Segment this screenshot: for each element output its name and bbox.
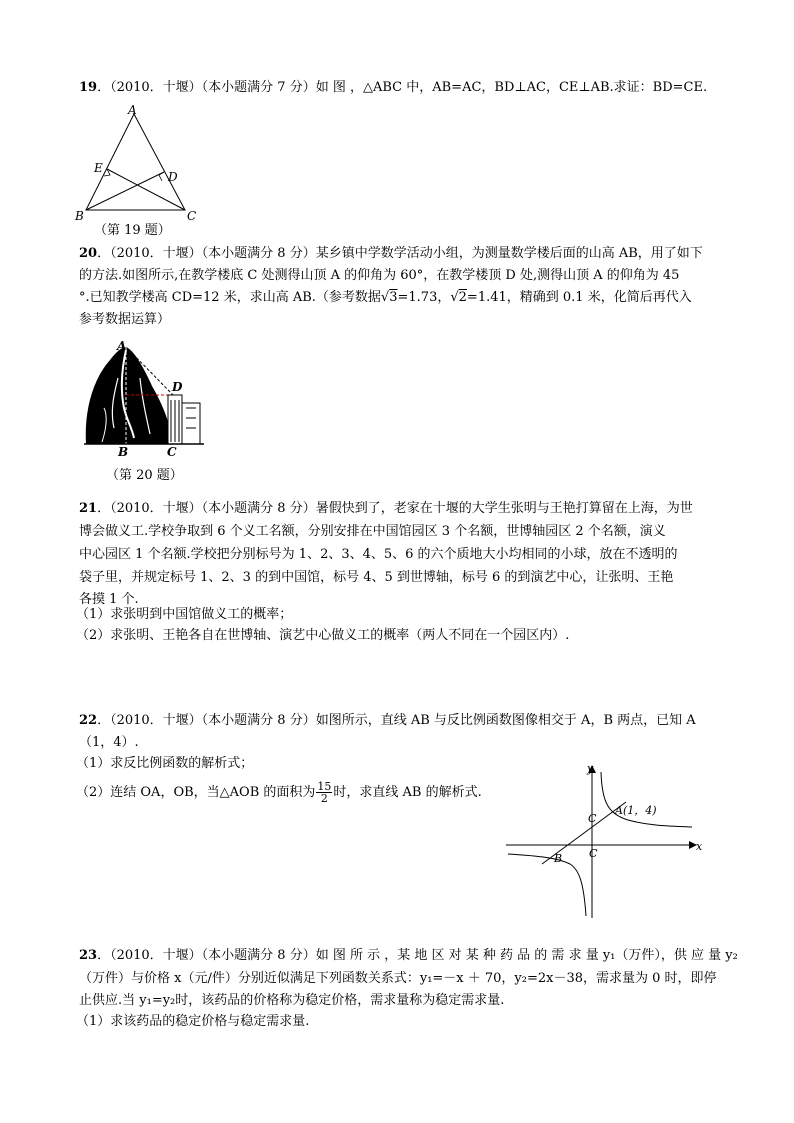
fraction-denominator: 2 — [320, 792, 328, 805]
q23-text-1: ．（2010．十堰）（本小题满分 8 分）如 图 所 示 ，某 地 区 对 某 种 药 品 的 需 求 量 y₁（万件），供 应 量 y₂ — [97, 948, 738, 963]
q23-line1 — [79, 946, 738, 966]
q19-label-d: D — [168, 170, 178, 184]
q20-label-b: B — [118, 445, 129, 459]
q21-text-1: ．（2010．十堰）（本小题满分 8 分）暑假快到了，老家在十堰的大学生张明与王艳打算留在上海，为世 — [97, 501, 693, 516]
q22-y-axis-label: y — [587, 762, 594, 775]
q23-number: 23 — [79, 948, 98, 963]
q22-number: 22 — [79, 713, 98, 728]
q20-text-3c: =1.41，精确到 0.1 米，化简后再代入 — [466, 290, 692, 305]
q22-point-b-label: B — [554, 852, 563, 865]
q22-x-axis-label: x — [696, 840, 703, 853]
q19-text: ．（2010．十堰）（本小题满分 7 分）如 图 ，△ABC 中，AB=AC，BD⊥AC，CE⊥AB.求证：BD=CE. — [97, 80, 708, 95]
q20-label-d: D — [172, 380, 183, 394]
q20-text-3b: =1.73， — [397, 290, 451, 305]
q20-line4: 参考数据运算） — [79, 312, 171, 327]
q22-point-c-label: C — [588, 812, 597, 825]
q22-point-a-label: A(1，4) — [615, 804, 657, 817]
q19-label-a: A — [128, 103, 137, 117]
q19-triangle-figure — [72, 102, 212, 224]
q19-stem — [79, 78, 707, 98]
q22-sub1: （1）求反比例函数的解析式； — [76, 756, 254, 771]
sqrt-symbol: √ — [380, 290, 390, 305]
q23-line3: 止供应.当 y₁=y₂时，该药品的价格称为稳定价格，需求量称为稳定需求量. — [79, 993, 505, 1008]
q20-sqrt3: 3 — [389, 290, 398, 305]
q22-sub2-text-b: 时，求直线 AB 的解析式. — [333, 785, 482, 800]
q22-sub2-text-a: （2）连结 OA，OB，当△AOB 的面积为 — [76, 785, 316, 800]
q20-text-3a: °.已知教学楼高 CD=12 米，求山高 AB.（参考数据 — [79, 290, 381, 305]
q20-mountain-figure — [80, 338, 210, 462]
q19-label-e: E — [94, 161, 103, 175]
q21-line1 — [79, 499, 693, 519]
q22-line2: （1，4）. — [79, 735, 139, 750]
q21-line4: 袋子里，并规定标号 1、2、3 的到中国馆，标号 4、5 到世博轴，标号 6 的到演艺中心，让张明、王艳 — [79, 570, 674, 585]
q19-caption: （第 19 题） — [94, 223, 171, 238]
q20-line1 — [79, 244, 703, 264]
q21-line5: 各摸 1 个. — [79, 592, 139, 607]
area-fraction — [316, 781, 332, 804]
q23-line2: （万件）与价格 x（元/件）分别近似满足下列函数关系式：y₁=－x ＋ 70，y₂=2x－38，需求量为 0 时，即停 — [79, 971, 717, 986]
q19-number: 19 — [79, 80, 98, 95]
q22-origin-label: C — [589, 847, 598, 860]
q21-line3: 中心园区 1 个名额.学校把分别标号为 1、2、3、4、5、6 的六个质地大小均相同的小球，放在不透明的 — [79, 547, 678, 562]
q23-sub1: （1）求该药品的稳定价格与稳定需求量. — [76, 1014, 310, 1029]
q20-number: 20 — [79, 246, 98, 261]
sqrt-symbol: √ — [450, 290, 459, 305]
q20-line2: 的方法.如图所示,在教学楼底 C 处测得山顶 A 的仰角为 60°，在教学楼顶 D 处,测得山顶 A 的仰角为 45 — [79, 268, 680, 283]
q20-label-c: C — [167, 445, 177, 459]
q19-label-c: C — [187, 209, 197, 223]
q21-number: 21 — [79, 501, 98, 516]
q19-label-b: B — [75, 209, 84, 223]
q22-text-1: ．（2010．十堰）（本小题满分 8 分）如图所示，直线 AB 与反比例函数图像相交于 A，B 两点，已知 A — [97, 713, 696, 728]
q20-label-a: A — [117, 339, 127, 353]
q20-text-1: ．（2010．十堰）（本小题满分 8 分）某乡镇中学数学活动小组，为测量数学楼后面的山高 AB，用了如下 — [97, 246, 703, 261]
q22-line1 — [79, 711, 696, 731]
q20-line3 — [79, 288, 692, 308]
q22-function-graph — [500, 760, 710, 922]
q21-sub2: （2）求张明、王艳各自在世博轴、演艺中心做义工的概率（两人不同在一个园区内）. — [76, 628, 570, 643]
q21-sub1: （1）求张明到中国馆做义工的概率； — [76, 607, 293, 622]
q21-line2: 博会做义工.学校争取到 6 个义工名额，分别安排在中国馆园区 3 个名额，世博轴园区 2 个名额，演义 — [79, 524, 666, 539]
q20-sqrt2: 2 — [458, 290, 467, 305]
q20-caption: （第 20 题） — [106, 468, 183, 483]
fraction-numerator: 15 — [317, 780, 332, 793]
q22-sub2 — [76, 781, 482, 804]
